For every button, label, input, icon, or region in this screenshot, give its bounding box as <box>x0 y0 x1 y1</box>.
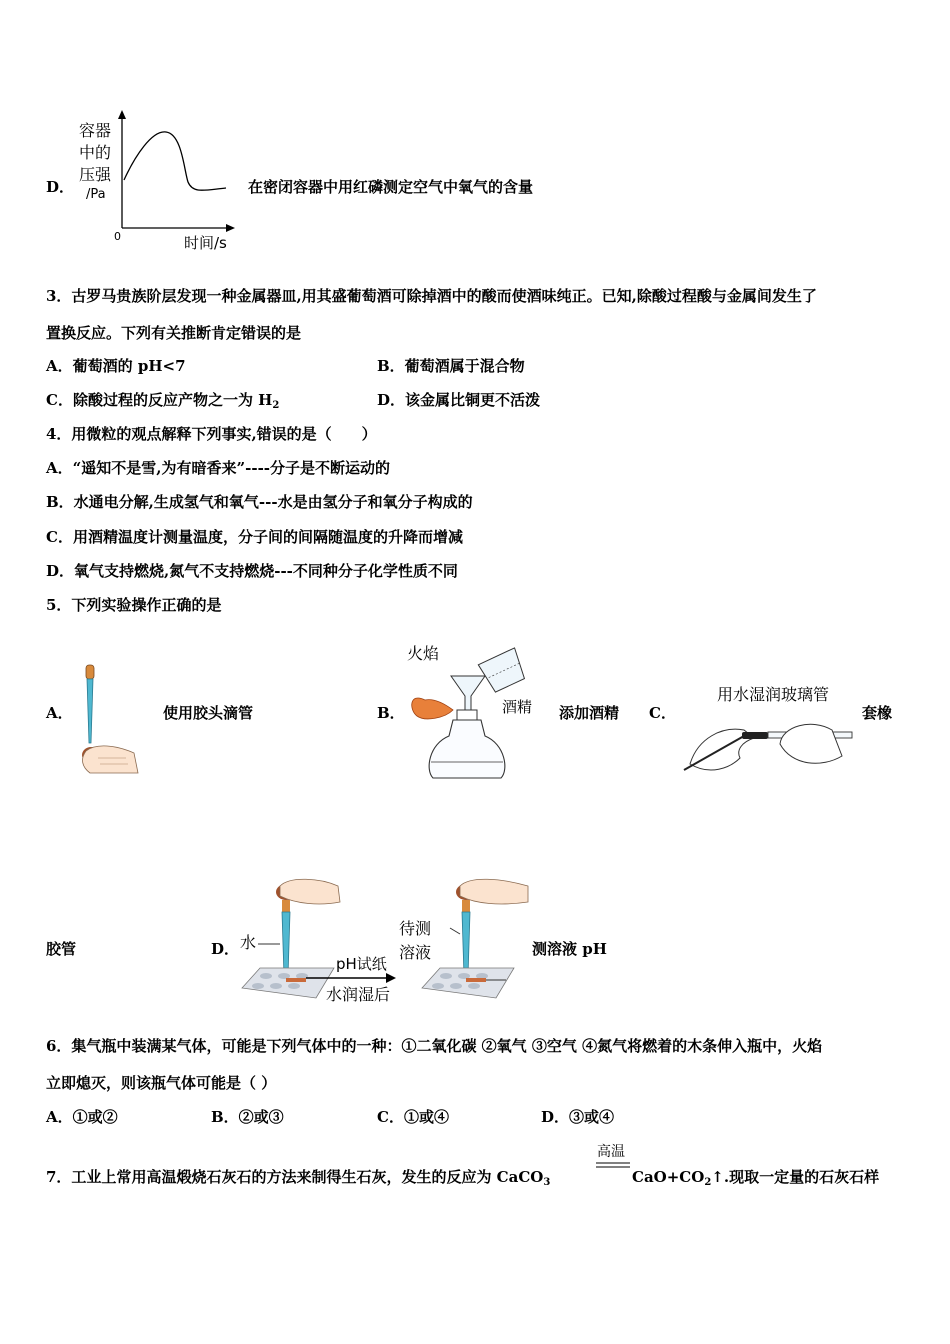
q6-option-b: B．②或③ <box>211 1108 284 1126</box>
q5-d-sample-label-1: 待测 <box>399 919 432 938</box>
reaction-double-line <box>596 1162 630 1168</box>
q3-stem-line-2: 置换反应。下列有关推断肯定错误的是 <box>46 324 302 342</box>
q3-option-c: C．除酸过程的反应产物之一为 $H_2$ <box>46 391 280 411</box>
q6-stem-line-1: 6．集气瓶中装满某气体，可能是下列气体中的一种：①二氧化碳 ②氧气 ③空气 ④氮气将燃着的木条伸入瓶中，火焰 <box>46 1037 823 1055</box>
q2-option-d-text: 在密闭容器中用红磷测定空气中氧气的含量 <box>248 178 534 196</box>
q5-d-wet-label: 水润湿后 <box>326 985 391 1004</box>
graph-ylabel-line-4: /Pa <box>86 187 106 202</box>
q7-stem-pre: 7．工业上常用高温煅烧石灰石的方法来制得生石灰，发生的反应为 CaCO$_3$ <box>46 1168 551 1188</box>
graph-xlabel: 时间/s <box>184 234 227 252</box>
q5-option-b-label: B． <box>377 704 405 722</box>
q3-option-d: D．该金属比铜更不活泼 <box>377 391 541 409</box>
graph-ylabel-line-2: 中的 <box>79 143 112 162</box>
q7-stem-post: $CaO+CO_2↑$.现取一定量的石灰石样 <box>632 1168 880 1188</box>
q3-option-b: B．葡萄酒属于混合物 <box>377 357 525 375</box>
q5-c-caption: 用水湿润玻璃管 <box>717 685 830 704</box>
q5-d-paper-label: pH试纸 <box>336 955 387 973</box>
q4-option-d: D．氧气支持燃烧,氮气不支持燃烧---不同种分子化学性质不同 <box>46 562 458 580</box>
q5-d-sample-label-2: 溶液 <box>399 943 432 962</box>
q5-option-a-text: 使用胶头滴管 <box>163 704 254 722</box>
q3-stem-line-1: 3．古罗马贵族阶层发现一种金属器皿,用其盛葡萄酒可除掉酒中的酸而使酒味纯正。已知,除酸过程酸与金属间发生了 <box>46 287 817 305</box>
q5-b-alcohol-label: 酒精 <box>502 698 533 716</box>
q5-stem: 5．下列实验操作正确的是 <box>46 596 222 614</box>
q6-option-a: A．①或② <box>46 1108 118 1126</box>
q5-option-c-text-1: 套橡 <box>862 704 893 722</box>
q5-option-d-label: D． <box>211 940 240 958</box>
q5-option-c-label: C． <box>649 704 676 722</box>
q4-option-a: A．“遥知不是雪,为有暗香来”----分子是不断运动的 <box>46 459 391 477</box>
graph-ylabel-line-3: 压强 <box>79 165 112 184</box>
q5-option-a-label: A． <box>46 704 73 722</box>
q5-option-c-text-2: 胶管 <box>46 940 77 958</box>
q2-option-d-label: D． <box>46 178 75 196</box>
q5-option-d-text: 测溶液 pH <box>532 940 607 958</box>
q5-b-flame-label: 火焰 <box>407 644 440 663</box>
glass-tube-illustration <box>682 708 862 778</box>
graph-ylabel-line-1: 容器 <box>79 121 112 140</box>
graph-origin: 0 <box>114 230 121 243</box>
q6-stem-line-2: 立即熄灭，则该瓶气体可能是（ ） <box>46 1074 277 1092</box>
ph-test-illustration-right <box>420 876 540 1006</box>
dropper-illustration <box>76 663 146 778</box>
process-arrow <box>306 972 396 984</box>
q6-option-d: D．③或④ <box>541 1108 615 1126</box>
q5-d-water-label: 水 <box>240 933 257 952</box>
q4-option-b: B．水通电分解,生成氢气和氧气---水是由氢分子和氧分子构成的 <box>46 493 473 511</box>
q3-option-a: A．葡萄酒的 pH<7 <box>46 357 186 375</box>
q4-option-c: C．用酒精温度计测量温度，分子间的间隔随温度的升降而增减 <box>46 528 463 546</box>
q6-option-c: C．①或④ <box>377 1108 449 1126</box>
q7-reaction-condition: 高温 <box>597 1144 625 1160</box>
q5-option-b-text: 添加酒精 <box>559 704 620 722</box>
q4-stem: 4．用微粒的观点解释下列事实,错误的是（ ） <box>46 425 377 443</box>
